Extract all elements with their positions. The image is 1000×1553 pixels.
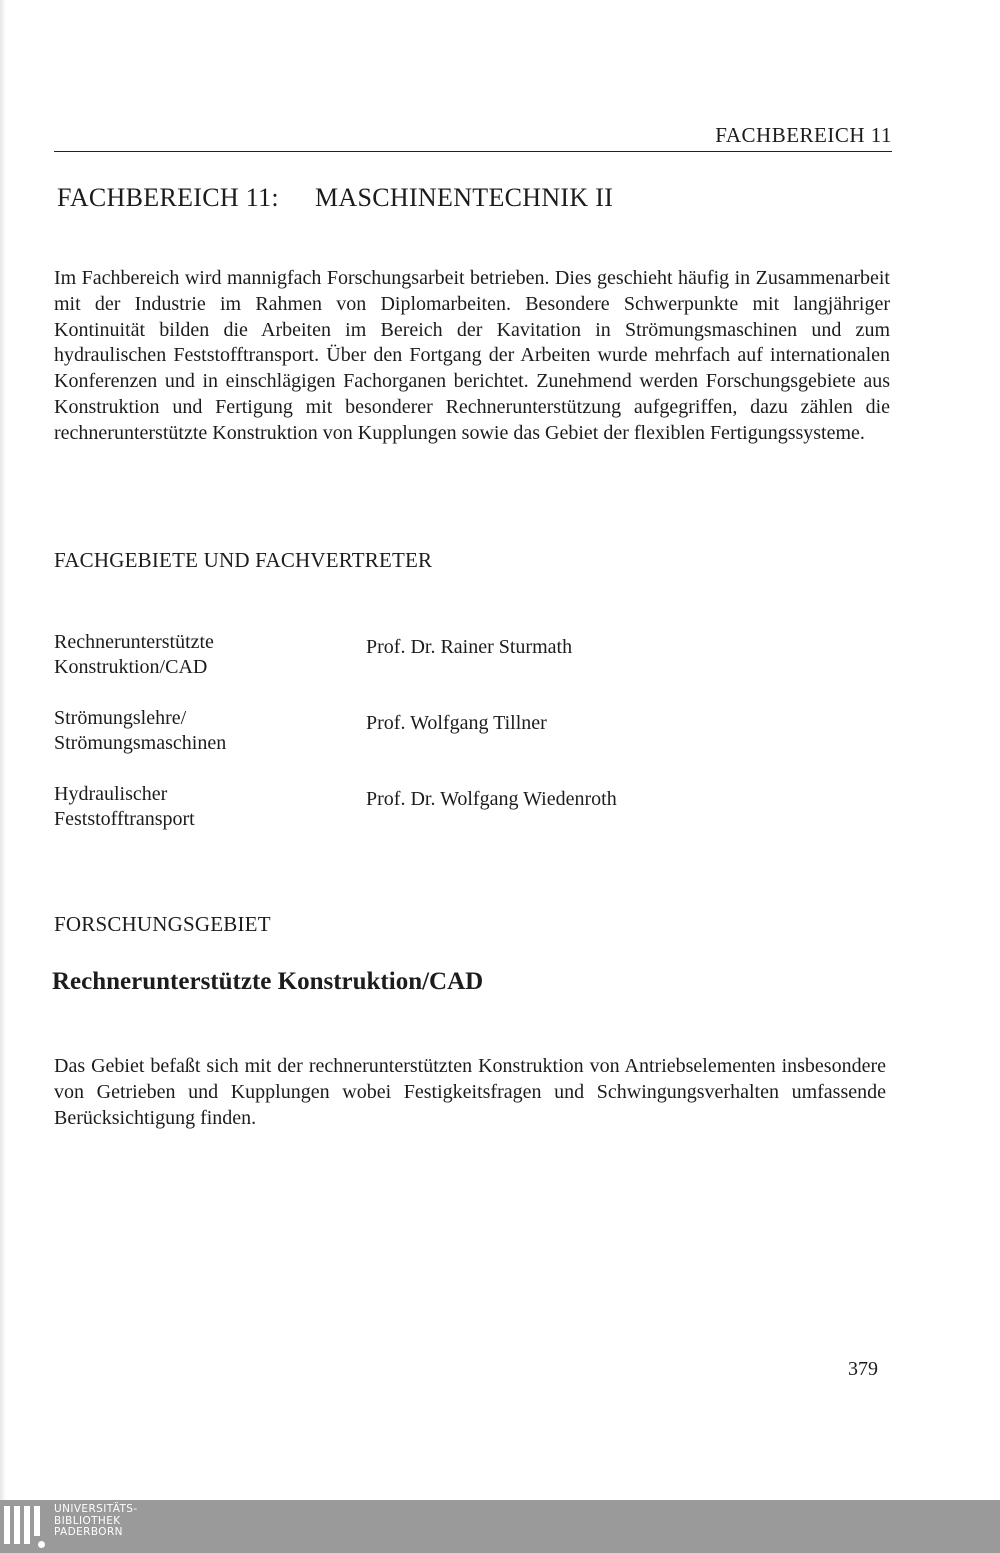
staff-field-line: Strömungslehre/ xyxy=(54,707,187,729)
staff-person: Prof. Dr. Wolfgang Wiedenroth xyxy=(366,788,617,810)
intro-paragraph: Im Fachbereich wird mannigfach Forschungsarbeit betrieben. Dies geschieht häufig in Zusammenarbeit mit der Industrie im Rahmen von Diplomarbeiten. Besondere Schwerpunkte mit langjähriger Kontinuität bilden die Arbeiten im Bereich der Kavitation in Strömungsmaschinen und zum hydraulischen Feststofftransport. Über den Fortgang der Arbeiten wurde mehrfach auf internationalen Konferenzen und in einschlägigen Fachorganen berichtet. Zunehmend werden Forschungsgebiete aus Konstruktion und Fertigung mit besonderer Rechnerunterstützung aufgegriffen, dazu zählen die rechnerunterstützte Konstruktion von Kupplungen sowie das Gebiet der flexiblen Fertigungssysteme. xyxy=(54,267,890,444)
topic-paragraph: Das Gebiet befaßt sich mit der rechnerunterstützten Konstruktion von Antriebselementen insbesondere von Getrieben und Kupplungen wobei Festigkeitsfragen und Schwingungsverhalten umfassende Berücksichtigung finden. xyxy=(54,1055,886,1129)
library-name-line: UNIVERSITÄTS- xyxy=(54,1503,138,1515)
library-name xyxy=(54,1504,138,1539)
section-heading-forschungsgebiet: FORSCHUNGSGEBIET xyxy=(54,912,271,936)
staff-field-line: Strömungsmaschinen xyxy=(54,732,227,754)
topic-heading: Rechnerunterstützte Konstruktion/CAD xyxy=(52,968,484,995)
running-head xyxy=(54,123,892,152)
staff-list xyxy=(54,630,754,858)
staff-field xyxy=(54,630,354,680)
running-head-text: FACHBEREICH 11 xyxy=(715,123,892,147)
staff-person: Prof. Dr. Rainer Sturmath xyxy=(366,636,573,658)
staff-row xyxy=(54,706,754,782)
library-logo-icon xyxy=(4,1506,44,1550)
staff-person: Prof. Wolfgang Tillner xyxy=(366,712,547,734)
staff-field-line: Rechnerunterstützte xyxy=(54,631,214,653)
library-footer-bar xyxy=(0,1500,1000,1553)
staff-row xyxy=(54,782,754,858)
page-edge-shadow xyxy=(0,0,6,1500)
staff-field-line: Feststofftransport xyxy=(54,808,195,830)
chapter-title xyxy=(57,183,613,213)
staff-field-line: Hydraulischer xyxy=(54,783,168,805)
staff-field xyxy=(54,782,354,832)
chapter-name: MASCHINENTECHNIK II xyxy=(315,183,614,212)
page-number: 379 xyxy=(848,1358,878,1380)
staff-field xyxy=(54,706,354,756)
library-name-line: PADERBORN xyxy=(54,1526,123,1538)
staff-field-line: Konstruktion/CAD xyxy=(54,656,208,678)
library-name-line: BIBLIOTHEK xyxy=(54,1514,121,1527)
section-heading-fachgebiete: FACHGEBIETE UND FACHVERTRETER xyxy=(54,548,433,572)
staff-row xyxy=(54,630,754,706)
chapter-number: FACHBEREICH 11: xyxy=(57,183,279,212)
